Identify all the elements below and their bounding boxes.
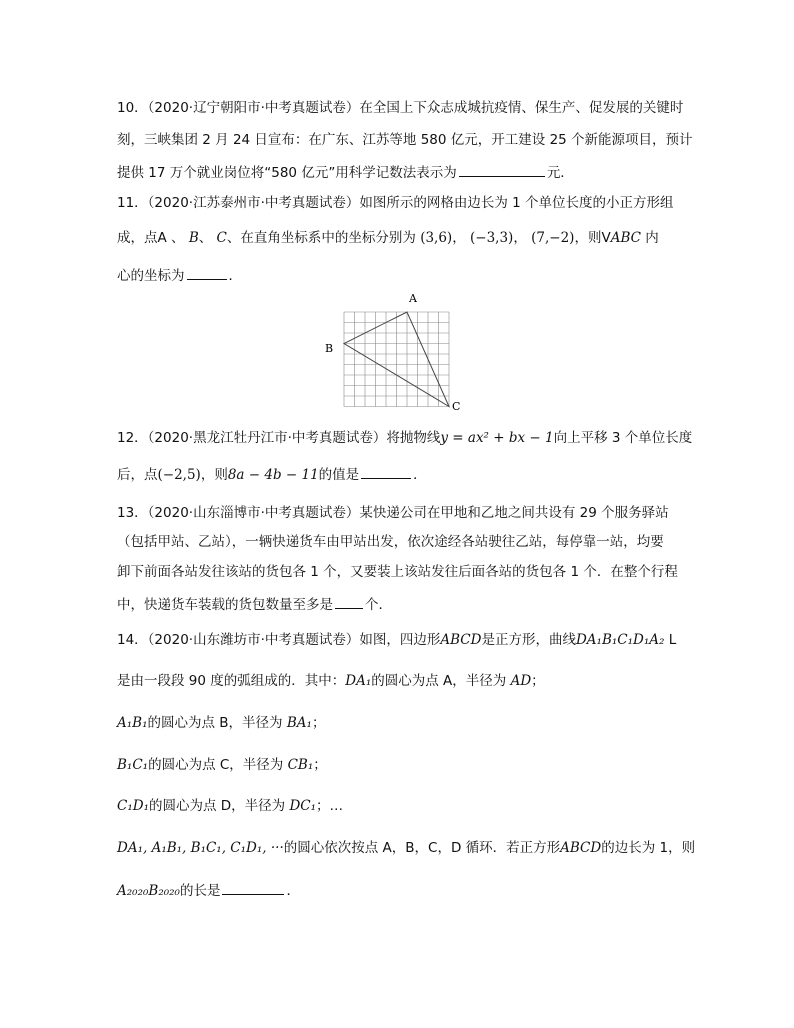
q14-arc-da1: DA₁ xyxy=(345,673,372,689)
q14-text-6b: 的边长为 1，则 xyxy=(601,840,696,856)
q11-answer-blank[interactable] xyxy=(187,265,227,280)
q13-text-4a: 中，快递货车装载的货包数量至多是 xyxy=(117,597,333,613)
q14-text-5b: ；… xyxy=(316,798,344,814)
q14-semicolon-2: ； xyxy=(313,757,327,773)
q14-text-1b: 是正方形，曲线 xyxy=(481,632,576,648)
q10-text-2: 刻，三峡集团 2 月 24 日宣布：在广东、江苏等地 580 亿元，开工建设 25 个新能源项目，预计 xyxy=(117,132,693,148)
q12-text-2c: 的值是 xyxy=(318,467,360,483)
q10-line1 xyxy=(117,98,683,118)
q14-text-2a: 是由一段段 90 度的弧组成的．其中： xyxy=(117,673,346,689)
q12-text-1a: 12．（2020·黑龙江牡丹江市·中考真题试卷）将抛物线 xyxy=(117,430,441,446)
q11-comma-2: ， xyxy=(513,230,527,246)
q11-text-3a: 心的坐标为 xyxy=(117,268,185,284)
q14-text-3: 的圆心为点 B，半径为 xyxy=(147,715,283,731)
q12-text-1b: 向上平移 3 个单位长度 xyxy=(553,430,693,446)
q11-triangle-symbol: V xyxy=(601,230,611,246)
q13-text-1: 13．（2020·山东淄博市·中考真题试卷）某快递公司在甲地和乙地之间共设有 29 个服务驿站 xyxy=(117,505,669,521)
q11-comma-1: ， xyxy=(452,230,466,246)
q14-arc-b1c1: B₁C₁ xyxy=(117,757,149,773)
q11-text-2b: 、在直角坐标系中的坐标分别为 xyxy=(226,230,416,246)
q14-radius-ba1: BA₁ xyxy=(286,715,312,731)
q13-line2 xyxy=(117,532,664,552)
q14-text-7a: 的长是 xyxy=(179,883,221,899)
q10-text-1: 10．（2020·辽宁朝阳市·中考真题试卷）在全国上下众志成城抗疫情、保生产、促发展的关键时 xyxy=(117,100,684,116)
q14-arc-c1d1: C₁D₁ xyxy=(117,798,149,814)
q12-point: (−2,5) xyxy=(157,467,201,483)
q12-text-2a: 后，点 xyxy=(117,467,158,483)
q13-text-4b: 个． xyxy=(365,597,392,613)
q11-text-3b: ． xyxy=(228,268,242,284)
q10-text-3a: 提供 17 万个就业岗位将“580 亿元”用科学记数法表示为 xyxy=(117,165,457,181)
q14-radius-cb1: CB₁ xyxy=(287,757,314,773)
q13-text-2: （包括甲站、乙站），一辆快递货车由甲站出发，依次途经各站驶往乙站，每停靠一站，均要 xyxy=(117,534,664,550)
q10-line3 xyxy=(117,162,574,183)
q14-text-7b: ． xyxy=(286,883,300,899)
q12-line1 xyxy=(117,428,692,448)
q10-text-3b: 元． xyxy=(546,165,574,181)
q14-square-abcd: ABCD xyxy=(440,632,482,648)
q11-line1 xyxy=(117,193,674,213)
q14-radius-ad: AD xyxy=(510,673,532,689)
q11-coord-a: (3,6) xyxy=(420,230,453,246)
q11-grid-figure xyxy=(322,292,472,417)
q10-line2 xyxy=(117,130,693,150)
q14-line4 xyxy=(117,755,327,775)
q14-line1 xyxy=(117,630,676,650)
grid-lines xyxy=(344,312,449,407)
q14-semicolon-1: ； xyxy=(311,715,326,731)
q14-text-2c: ； xyxy=(531,673,545,689)
q13-line4 xyxy=(117,594,392,615)
q13-text-3: 卸下前面各站发往该站的货包各 1 个，又要装上该站发往后面各站的货包各 1 个．在整个行程 xyxy=(117,564,678,580)
q14-line6 xyxy=(117,838,695,858)
q11-sep: 、 xyxy=(198,230,213,246)
label-a: A xyxy=(409,292,417,305)
q14-text-6a: 的圆心依次按点 A，B，C，D 循环．若正方形 xyxy=(283,840,561,856)
label-b: B xyxy=(325,342,334,355)
q10-answer-blank[interactable] xyxy=(459,162,545,177)
q11-text-1: 11．（2020·江苏泰州市·中考真题试卷）如图所示的网格由边长为 1 个单位长度的小正方形组 xyxy=(117,195,674,211)
q14-text-1a: 14．（2020·山东潍坊市·中考真题试卷）如图，四边形 xyxy=(117,632,441,648)
q14-line7 xyxy=(117,880,300,901)
q14-arc-a1b1: A₁B₁ xyxy=(117,715,148,731)
q12-text-2d: ． xyxy=(413,467,427,483)
q11-coord-c: (7,−2) xyxy=(531,230,575,246)
q11-line3 xyxy=(117,265,242,286)
label-c: C xyxy=(452,400,461,413)
q14-radius-dc1: DC₁ xyxy=(289,798,317,814)
q12-answer-blank[interactable] xyxy=(361,464,411,479)
q13-line3 xyxy=(117,562,678,582)
q12-text-2b: ，则 xyxy=(200,467,228,483)
q14-arc-final: A₂₀₂₀B₂₀₂₀ xyxy=(117,883,180,899)
q14-line5 xyxy=(117,796,343,816)
q14-curve: DA₁B₁C₁D₁A₂ xyxy=(575,632,665,648)
q12-expression: 8a − 4b − 11 xyxy=(227,467,319,483)
q13-line1 xyxy=(117,503,669,523)
q11-text-2d: 内 xyxy=(640,230,659,246)
q14-arcs-list: DA₁, A₁B₁, B₁C₁, C₁D₁, ··· xyxy=(117,840,284,856)
q14-square-abcd-2: ABCD xyxy=(560,840,602,856)
q14-answer-blank[interactable] xyxy=(222,880,284,895)
q14-text-5: 的圆心为点 D，半径为 xyxy=(148,798,286,814)
q11-coord-b: (−3,3) xyxy=(470,230,514,246)
q14-text-2b: 的圆心为点 A，半径为 xyxy=(371,673,507,689)
q11-point-c: C xyxy=(216,230,227,246)
q11-line2 xyxy=(117,228,659,248)
q11-point-b: B xyxy=(188,230,199,246)
q12-equation: y = ax² + bx − 1 xyxy=(440,430,554,446)
q11-text-2a: 成，点A 、 xyxy=(117,230,185,246)
q13-answer-blank[interactable] xyxy=(335,594,363,609)
q14-line3 xyxy=(117,713,325,733)
q14-line2 xyxy=(117,671,545,691)
q11-text-2c: ，则 xyxy=(574,230,602,246)
q14-ellipsis-symbol: L xyxy=(668,632,677,648)
q14-text-4: 的圆心为点 C，半径为 xyxy=(148,757,284,773)
q11-triangle-abc: ABC xyxy=(610,230,641,246)
q12-line2 xyxy=(117,464,427,485)
